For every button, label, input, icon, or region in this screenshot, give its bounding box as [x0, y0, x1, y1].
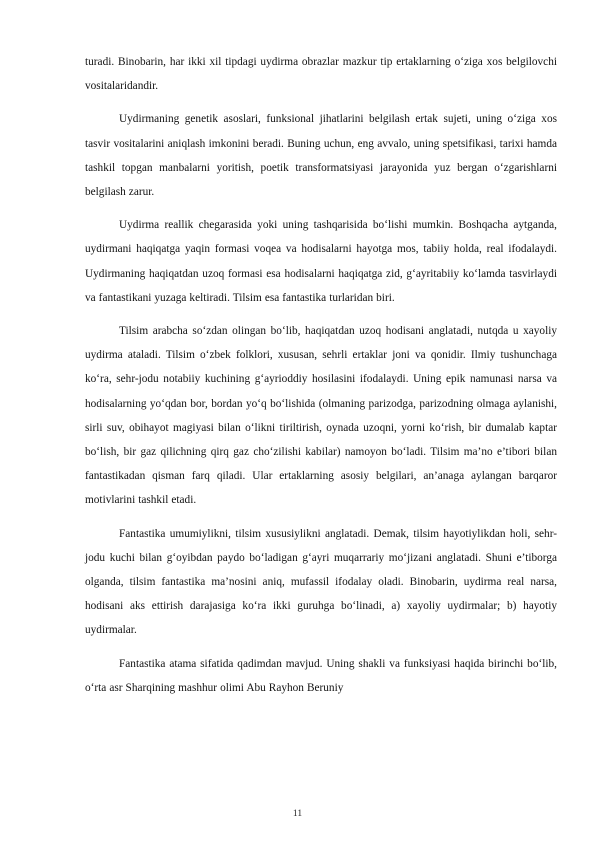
document-page — [85, 50, 557, 709]
paragraph-uydirma-genetics: Uydirmaning genetik asoslari, funksional jihatlarini belgilash ertak sujeti, uning o‘ziga xos tasvir vositalarini aniqlash imkonini beradi. Buning uchun, eng avvalo, uning spetsifikasi, tarixi hamda tashkil topgan manbalarni yoritish, poetik transformatsiyasi jarayonida yuz bergan o‘zgarishlarni belgilash zarur. — [85, 113, 557, 199]
paragraph-uydirma-reality: Uydirma reallik chegarasida yoki uning tashqarisida bo‘lishi mumkin. Boshqacha aytganda, uydirmani haqiqatga yaqin formasi voqea va hodisalarni hayotga mos, tabiiy holda, real ifodalaydi. Uydirmaning haqiqatdan uzoq formasi esa hodisalarni haqiqatga zid, g‘ayritabiiy ko‘lamda tasvirlaydi va fantastikani yuzaga keltiradi. Tilsim esa fantastika turlaridan biri. — [85, 219, 557, 304]
paragraph-continuation: turadi. Binobarin, har ikki xil tipdagi uydirma obrazlar mazkur tip ertaklarning o‘ziga xos belgilovchi vositalaridandir. — [85, 56, 557, 93]
page-number: 11 — [292, 809, 303, 819]
paragraph-fantastika-term: Fantastika atama sifatida qadimdan mavjud. Uning shakli va funksiyasi haqida birinchi bo‘lib, o‘rta asr Sharqining mashhur olimi Abu Rayhon Beruniy — [85, 657, 557, 694]
paragraph-tilsim-definition: Tilsim arabcha so‘zdan olingan bo‘lib, haqiqatdan uzoq hodisani anglatadi, nutqda u xayoliy uydirma ataladi. Tilsim o‘zbek folklori, xususan, sehrli ertaklar joni va qonidir. Ilmiy tushunchaga ko‘ra, sehr-jodu notabiiy kuchining g‘ayrioddiy hosilasini ifodalaydi. Uning epik namunasi narsa va hodisalarning yo‘qdan bor, bordan yo‘q bo‘lishida (olmaning parizodga, parizodning olmaga aylanishi, sirli suv, obihayot magiyasi bilan o‘likni tiriltirish, oynada uzoqni, yorni ko‘rish, bir dumalab kaptar bo‘lish, bir gaz qilichning qirq gaz cho‘zilishi kabilar) namoyon bo‘ladi. Tilsim ma’no e’tibori bilan fantastikadan qisman farq qiladi. Ular ertaklarning asosiy belgilari, an’anaga aylangan barqaror motivlarini tashkil etadi. — [85, 325, 557, 507]
paragraph-fantastika-tilsim: Fantastika umumiylikni, tilsim xususiylikni anglatadi. Demak, tilsim hayotiylikdan holi, sehr-jodu kuchi bilan g‘oyibdan paydo bo‘ladigan g‘ayri muqarrariy mo‘jizani anglatadi. Shuni e’tiborga olganda, tilsim fantastika ma’nosini aniq, mufassil ifodalay oladi. Binobarin, uydirma real narsa, hodisani aks ettirish darajasiga ko‘ra ikki guruhga bo‘linadi, a) xayoliy uydirmalar; b) hayotiy uydirmalar. — [85, 527, 557, 637]
